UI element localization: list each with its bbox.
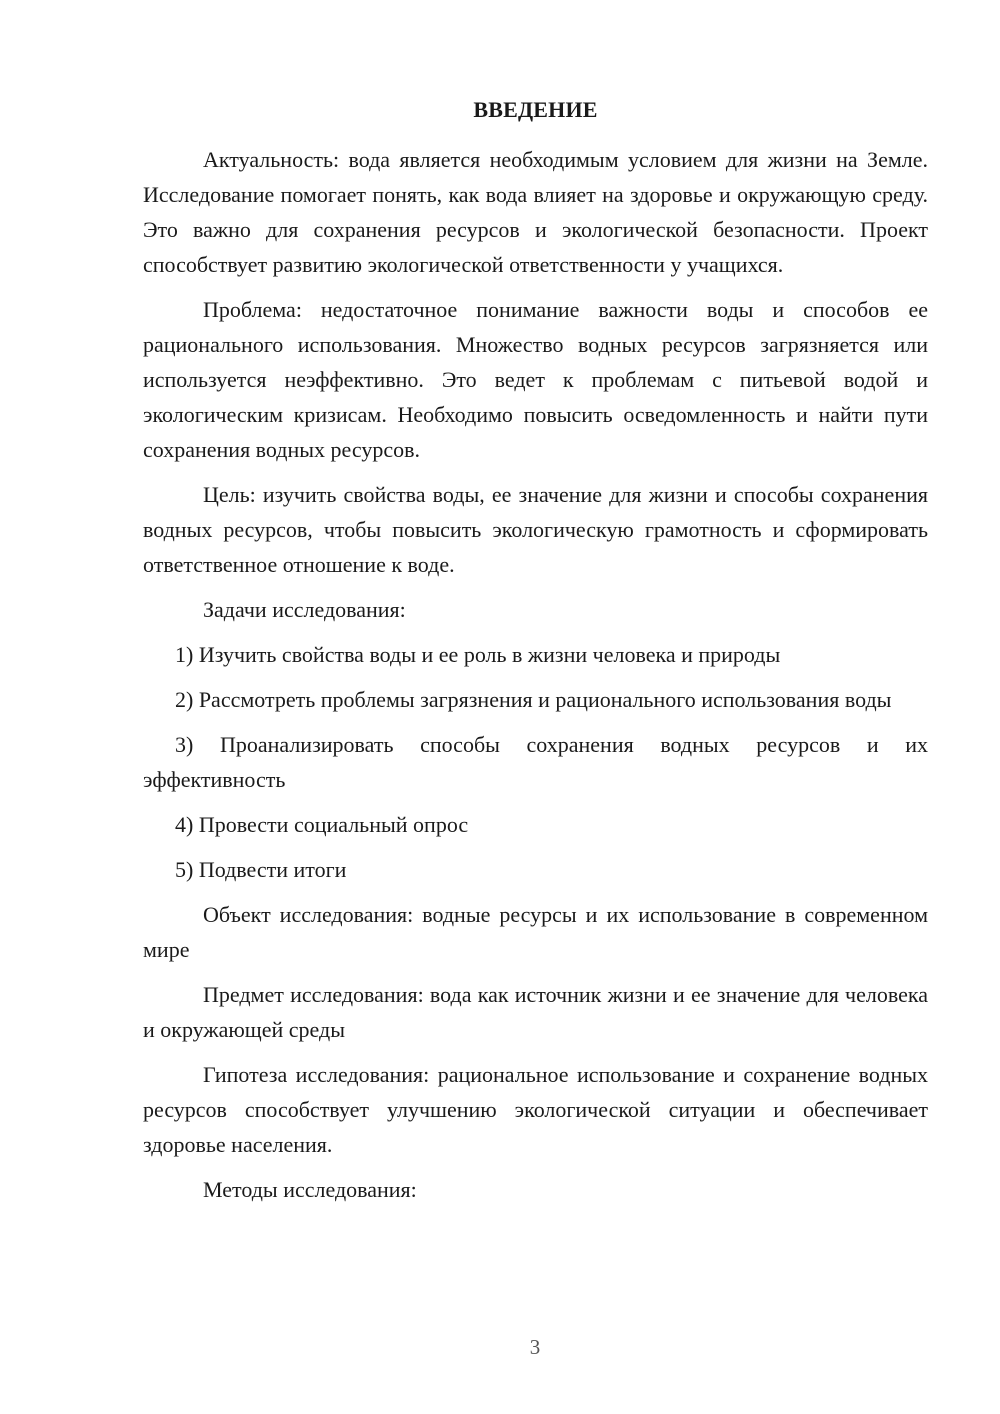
task-item-1: 1) Изучить свойства воды и ее роль в жизни человека и природы — [175, 642, 781, 667]
task-item-3: 3) Проанализировать способы сохранения водных ресурсов и их эффективность — [143, 732, 928, 792]
methods-heading: Методы исследования: — [203, 1177, 417, 1202]
document-body — [143, 142, 928, 1217]
problem-paragraph: Проблема: недостаточное понимание важности воды и способов ее рационального использования. Множество водных ресурсов загрязняется или используется неэффективно. Это ведет к проблемам с питьевой водой и экологическим кризисам. Необходимо повысить осведомленность и найти пути сохранения водных ресурсов. — [143, 297, 928, 462]
hypothesis-paragraph: Гипотеза исследования: рациональное использование и сохранение водных ресурсов способствует улучшению экологической ситуации и обеспечивает здоровье населения. — [143, 1062, 928, 1157]
goal-paragraph: Цель: изучить свойства воды, ее значение для жизни и способы сохранения водных ресурсов, чтобы повысить экологическую грамотность и сформировать ответственное отношение к воде. — [143, 482, 928, 577]
page-title: ВВЕДЕНИЕ — [473, 97, 598, 122]
task-item-4: 4) Провести социальный опрос — [175, 812, 469, 837]
subject-paragraph: Предмет исследования: вода как источник жизни и ее значение для человека и окружающей среды — [143, 982, 928, 1042]
object-paragraph: Объект исследования: водные ресурсы и их использование в современном мире — [143, 902, 928, 962]
task-item-5: 5) Подвести итоги — [175, 857, 347, 882]
relevance-paragraph: Актуальность: вода является необходимым условием для жизни на Земле. Исследование помогает понять, как вода влияет на здоровье и окружающую среду. Это важно для сохранения ресурсов и экологической безопасности. Проект способствует развитию экологической ответственности у учащихся. — [143, 147, 928, 277]
page-number: 3 — [529, 1335, 541, 1359]
task-item-2: 2) Рассмотреть проблемы загрязнения и рационального использования воды — [175, 687, 892, 712]
tasks-heading: Задачи исследования: — [203, 597, 406, 622]
